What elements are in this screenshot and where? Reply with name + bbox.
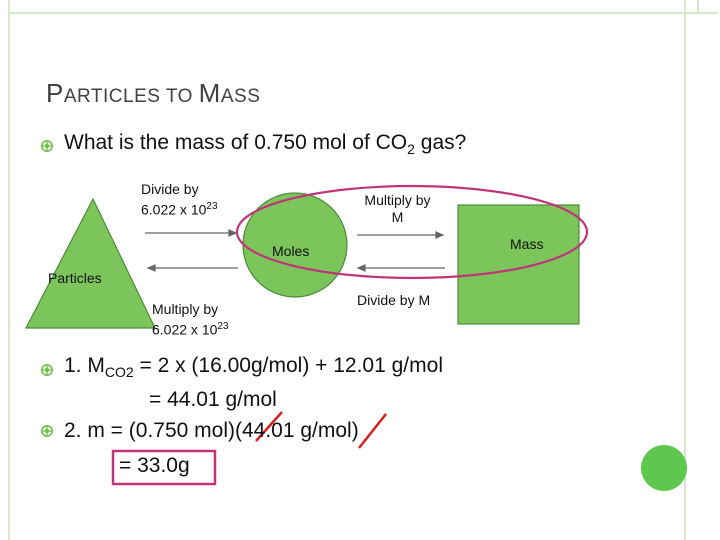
question-pre: What is the mass of 0.750 mol of CO	[64, 131, 408, 154]
divide-avogadro-line1: Divide by	[141, 181, 199, 197]
step-1-sub: CO2	[104, 364, 134, 381]
moles-label: Moles	[272, 243, 310, 259]
step-1-line-2: = 44.01 g/mol	[149, 388, 277, 411]
arrowhead	[148, 265, 155, 271]
bullet-icon	[40, 424, 54, 438]
mass-square	[458, 205, 579, 324]
divide-avogadro-exp: 23	[206, 201, 218, 212]
mass-label: Mass	[510, 236, 544, 252]
multiply-avogadro-line2: 6.022 x 10	[152, 321, 218, 338]
step-1-line-1	[64, 354, 443, 380]
question-post: gas?	[414, 131, 467, 154]
multiply-m-label	[355, 192, 440, 226]
title-rest-2: ASS	[220, 86, 261, 107]
step-1-pre: 1. M	[64, 354, 105, 377]
arrowhead	[358, 265, 365, 271]
multiply-avogadro-exp: 23	[217, 321, 229, 332]
multiply-m-line1: Multiply by	[364, 192, 431, 208]
multiply-m-line2: M	[391, 209, 404, 225]
particles-triangle	[26, 199, 155, 328]
decorative-dot	[641, 445, 687, 491]
bullet-icon	[40, 363, 54, 377]
divide-avogadro-label	[141, 181, 218, 219]
title-rest-1: ARTICLES TO	[63, 86, 199, 107]
particles-label: Particles	[48, 270, 102, 286]
title-cap-1: P	[46, 78, 64, 108]
step-1-post: = 2 x (16.00g/mol) + 12.01 g/mol	[133, 354, 443, 377]
step-2-line-2: = 33.0g	[119, 454, 190, 477]
step-2-line-1: 2. m = (0.750 mol)(44.01 g/mol)	[64, 419, 359, 442]
question-sub: 2	[407, 141, 415, 158]
multiply-avogadro-line1: Multiply by	[152, 301, 219, 317]
divide-avogadro-line2: 6.022 x 10	[141, 201, 207, 218]
divide-m-label: Divide by M	[357, 292, 431, 308]
title-cap-2: M	[198, 78, 221, 108]
arrowhead	[229, 230, 236, 236]
cancel-line-g-mol	[359, 414, 386, 448]
multiply-avogadro-label	[152, 301, 229, 339]
arrowhead	[436, 232, 443, 238]
